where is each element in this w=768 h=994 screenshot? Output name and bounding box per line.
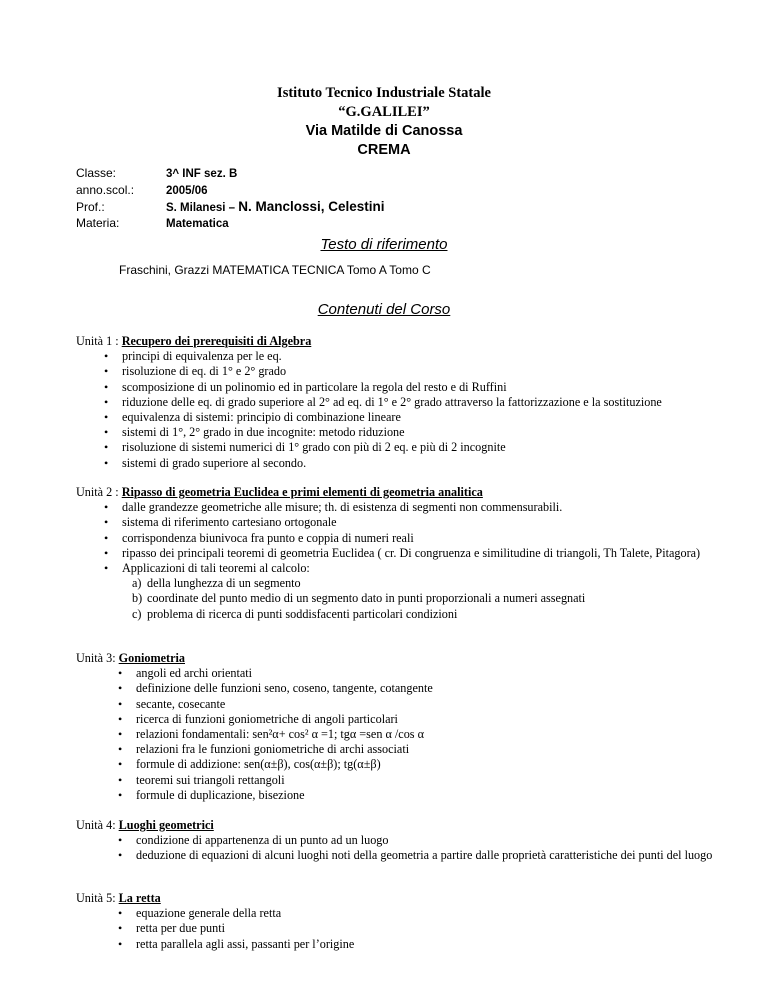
list-item: • secante, cosecante (76, 697, 726, 712)
sub-item-letter: c) (132, 606, 142, 621)
unit-prefix: Unità 1 : (76, 334, 122, 348)
sub-list-item (76, 591, 726, 606)
list-item: • relazioni fondamentali: sen²α+ cos² α =1; tgα =sen α /cos α (76, 727, 726, 742)
unit-prefix: Unità 3: (76, 651, 119, 665)
materia-label: Materia: (76, 215, 120, 230)
sub-item-text: della lunghezza di un segmento (147, 576, 301, 591)
unit-prefix: Unità 4: (76, 818, 119, 832)
unit-topic-list (76, 666, 726, 803)
unit-heading (76, 651, 726, 666)
list-item: • teoremi sui triangoli rettangoli (76, 773, 726, 788)
anno-label: anno.scol.: (76, 182, 135, 197)
list-item: • riduzione delle eq. di grado superiore al 2° ad eq. di 1° e 2° grado attraverso la fattorizzazione e la sostituzione (76, 395, 726, 410)
testo-reference: Fraschini, Grazzi MATEMATICA TECNICA Tomo A Tomo C (119, 263, 431, 277)
unit-heading (76, 334, 726, 349)
unit-title: Luoghi geometrici (118, 818, 214, 832)
sub-list-item (76, 607, 726, 622)
unit-title: La retta (118, 891, 161, 905)
anno-value: 2005/06 (166, 184, 208, 197)
sub-item-letter: a) (132, 576, 142, 591)
unit-prefix: Unità 5: (76, 891, 119, 905)
list-item: • sistema di riferimento cartesiano ortogonale (76, 515, 726, 530)
unit-heading (76, 485, 726, 500)
list-item: • equivalenza di sistemi: principio di combinazione lineare (76, 410, 726, 425)
list-item: • ripasso dei principali teoremi di geometria Euclidea ( cr. Di congruenza e similitudine di triangoli, Th Talete, Pitagora) (76, 546, 726, 561)
unit-heading (76, 818, 726, 833)
course-info (76, 166, 385, 232)
testo-heading: Testo di riferimento (320, 236, 448, 253)
school-city: CREMA (357, 142, 411, 158)
info-row-materia (76, 216, 385, 233)
sub-item-letter: b) (132, 591, 143, 606)
list-item: • retta per due punti (76, 921, 726, 936)
sub-item-text: coordinate del punto medio di un segmento dato in punti proporzionali a numeri assegnati (147, 591, 586, 606)
list-item: • retta parallela agli assi, passanti per l’origine (76, 937, 726, 952)
list-item: • deduzione di equazioni di alcuni luoghi noti della geometria a partire dalle proprietà caratteristiche dei punti del luogo (76, 848, 726, 863)
sub-item-text: problema di ricerca di punti soddisfacenti particolari condizioni (147, 606, 458, 621)
unit-title: Goniometria (118, 651, 185, 665)
prof-label: Prof.: (76, 200, 105, 214)
school-title: “G.GALILEI” (338, 104, 430, 120)
sub-list-item (76, 576, 726, 591)
unit-title: Ripasso di geometria Euclidea e primi elementi di geometria analitica (121, 485, 483, 499)
list-item: • risoluzione di sistemi numerici di 1° grado con più di 2 eq. e più di 2 incognite (76, 440, 726, 455)
unit-2 (76, 485, 726, 622)
list-item: • definizione delle funzioni seno, coseno, tangente, cotangente (76, 681, 726, 696)
unit-3 (76, 651, 726, 803)
unit-4 (76, 818, 726, 864)
list-item: • risoluzione di eq. di 1° e 2° grado (76, 364, 726, 379)
school-header (0, 84, 768, 160)
unit-heading (76, 891, 726, 906)
school-address: Via Matilde di Canossa (305, 123, 463, 139)
contenuti-heading: Contenuti del Corso (317, 301, 451, 318)
list-item: • principi di equivalenza per le eq. (76, 349, 726, 364)
list-item: • formule di addizione: sen(α±β), cos(α±β); tg(α±β) (76, 757, 726, 772)
school-name: Istituto Tecnico Industriale Statale (277, 85, 491, 101)
list-item: • scomposizione di un polinomio ed in particolare la regola del resto e di Ruffini (76, 380, 726, 395)
list-item: • Applicazioni di tali teoremi al calcolo: (76, 561, 726, 576)
unit-5 (76, 891, 726, 952)
list-item: • equazione generale della retta (76, 906, 726, 921)
list-item: • ricerca di funzioni goniometriche di angoli particolari (76, 712, 726, 727)
list-item: • relazioni fra le funzioni goniometriche di archi associati (76, 742, 726, 757)
unit-topic-list (76, 833, 726, 863)
info-row-anno (76, 183, 385, 200)
unit-topic-list (76, 906, 726, 952)
prof-value-first: S. Milanesi – (166, 202, 239, 214)
classe-label: Classe: (76, 166, 117, 180)
list-item: • corrispondenza biunivoca fra punto e coppia di numeri reali (76, 531, 726, 546)
unit-title: Recupero dei prerequisiti di Algebra (121, 334, 312, 348)
prof-value-second: N. Manclossi, Celestini (238, 199, 385, 214)
list-item: • formule di duplicazione, bisezione (76, 788, 726, 803)
materia-value: Matematica (166, 217, 229, 230)
info-row-prof (76, 199, 385, 216)
prof-value (166, 199, 385, 214)
list-item: • dalle grandezze geometriche alle misure; th. di esistenza di segmenti non commensurabili. (76, 500, 726, 515)
classe-value: 3^ INF sez. B (166, 168, 238, 180)
info-row-classe (76, 166, 385, 183)
list-item: • sistemi di 1°, 2° grado in due incognite: metodo riduzione (76, 425, 726, 440)
unit-topic-list (76, 349, 726, 471)
unit-topic-list (76, 500, 726, 622)
list-item: • angoli ed archi orientati (76, 666, 726, 681)
list-item: • sistemi di grado superiore al secondo. (76, 456, 726, 471)
list-item: • condizione di appartenenza di un punto ad un luogo (76, 833, 726, 848)
unit-1 (76, 334, 726, 471)
unit-prefix: Unità 2 : (76, 485, 122, 499)
